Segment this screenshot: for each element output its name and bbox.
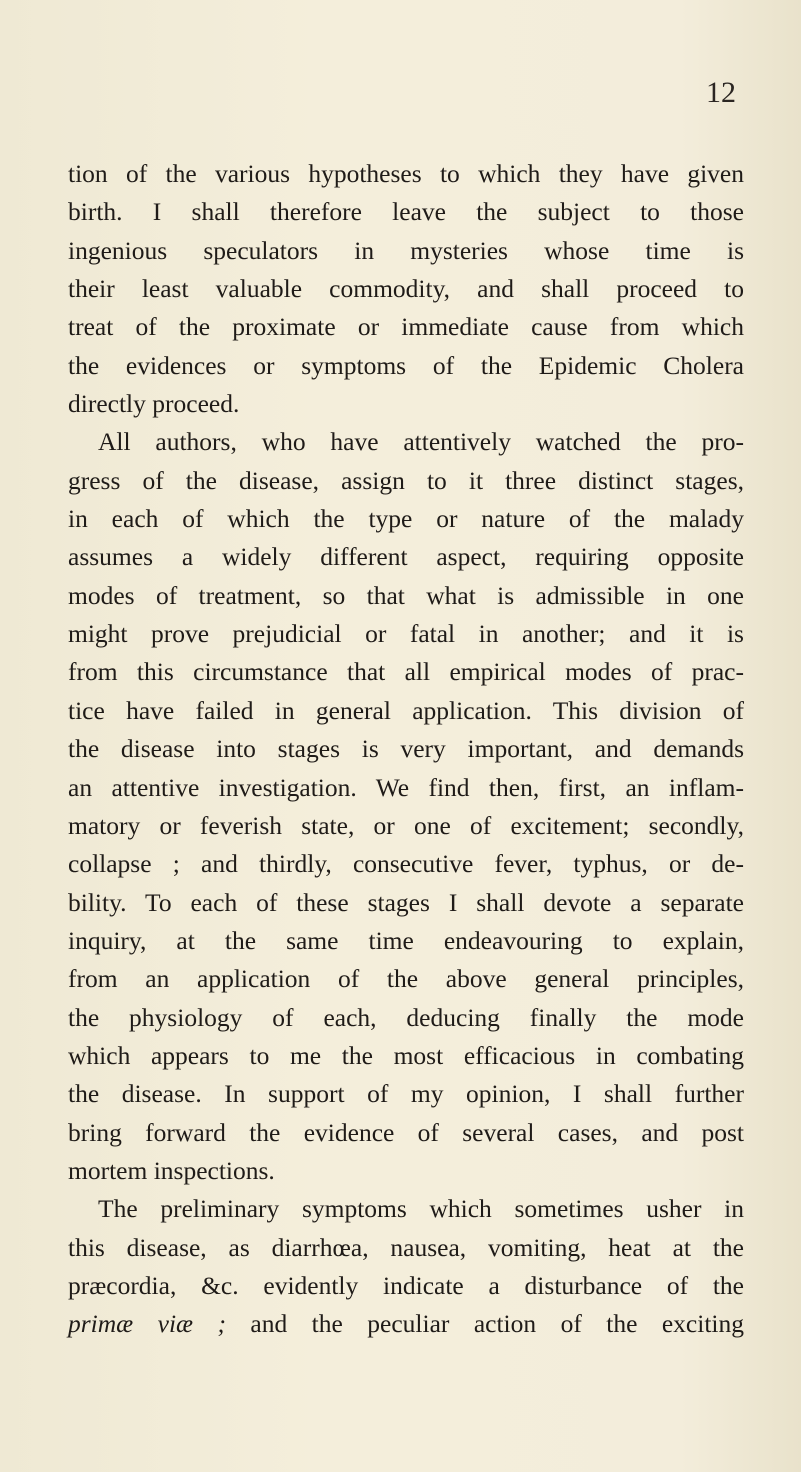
- text-line: gress of the disease, assign to it three distinct stages,: [68, 465, 744, 495]
- text-line: inquiry, at the same time endeavouring to explain,: [68, 925, 744, 955]
- text-line: from this circumstance that all empirical modes of prac-: [68, 657, 744, 687]
- text-line: the evidences or symptoms of the Epidemic Cholera: [68, 350, 744, 380]
- text-line: tice have failed in general application. This division of: [68, 695, 744, 725]
- text-line: in each of which the type or nature of the malady: [68, 504, 744, 534]
- text-line: matory or feverish state, or one of excitement; secondly,: [68, 810, 744, 840]
- text-line: birth. I shall therefore leave the subject to those: [68, 197, 744, 227]
- text-line: might prove prejudicial or fatal in another; and it is: [68, 619, 744, 649]
- text-line: the physiology of each, deducing finally the mode: [68, 1002, 744, 1032]
- text-line: treat of the proximate or immediate cause from which: [68, 312, 744, 342]
- text-line: assumes a widely different aspect, requiring opposite: [68, 542, 744, 572]
- text-line: directly proceed.: [68, 389, 240, 419]
- text-line: bility. To each of these stages I shall devote a separate: [68, 887, 744, 917]
- text-line: ingenious speculators in mysteries whose time is: [68, 235, 744, 265]
- text-line: which appears to me the most efficacious in combating: [68, 1040, 744, 1070]
- text-line: The preliminary symptoms which sometimes usher in: [98, 1194, 744, 1224]
- italic-phrase: primæ viæ ;: [68, 1309, 226, 1339]
- text-line-remainder: and the peculiar action of the exciting: [225, 1309, 744, 1339]
- text-line: All authors, who have attentively watched the pro-: [98, 427, 744, 457]
- text-line: the disease into stages is very important, and demands: [68, 734, 744, 764]
- text-line: their least valuable commodity, and shall proceed to: [68, 274, 744, 304]
- page-body-text: [68, 155, 744, 1344]
- text-line: the disease. In support of my opinion, I shall further: [68, 1079, 744, 1109]
- text-line: modes of treatment, so that what is admissible in one: [68, 580, 744, 610]
- page-number: 12: [706, 76, 736, 109]
- text-line: collapse ; and thirdly, consecutive fever, typhus, or de-: [68, 849, 744, 879]
- text-line: bring forward the evidence of several cases, and post: [68, 1117, 744, 1147]
- text-line: mortem inspections.: [68, 1155, 275, 1185]
- text-line-mixed: [68, 1305, 744, 1343]
- text-line: an attentive investigation. We find then, first, an inflam-: [68, 772, 744, 802]
- text-line: præcordia, &c. evidently indicate a disturbance of the: [68, 1270, 744, 1300]
- text-line: from an application of the above general principles,: [68, 964, 744, 994]
- text-line: tion of the various hypotheses to which they have given: [68, 159, 744, 188]
- text-line: this disease, as diarrhœa, nausea, vomiting, heat at the: [68, 1232, 744, 1262]
